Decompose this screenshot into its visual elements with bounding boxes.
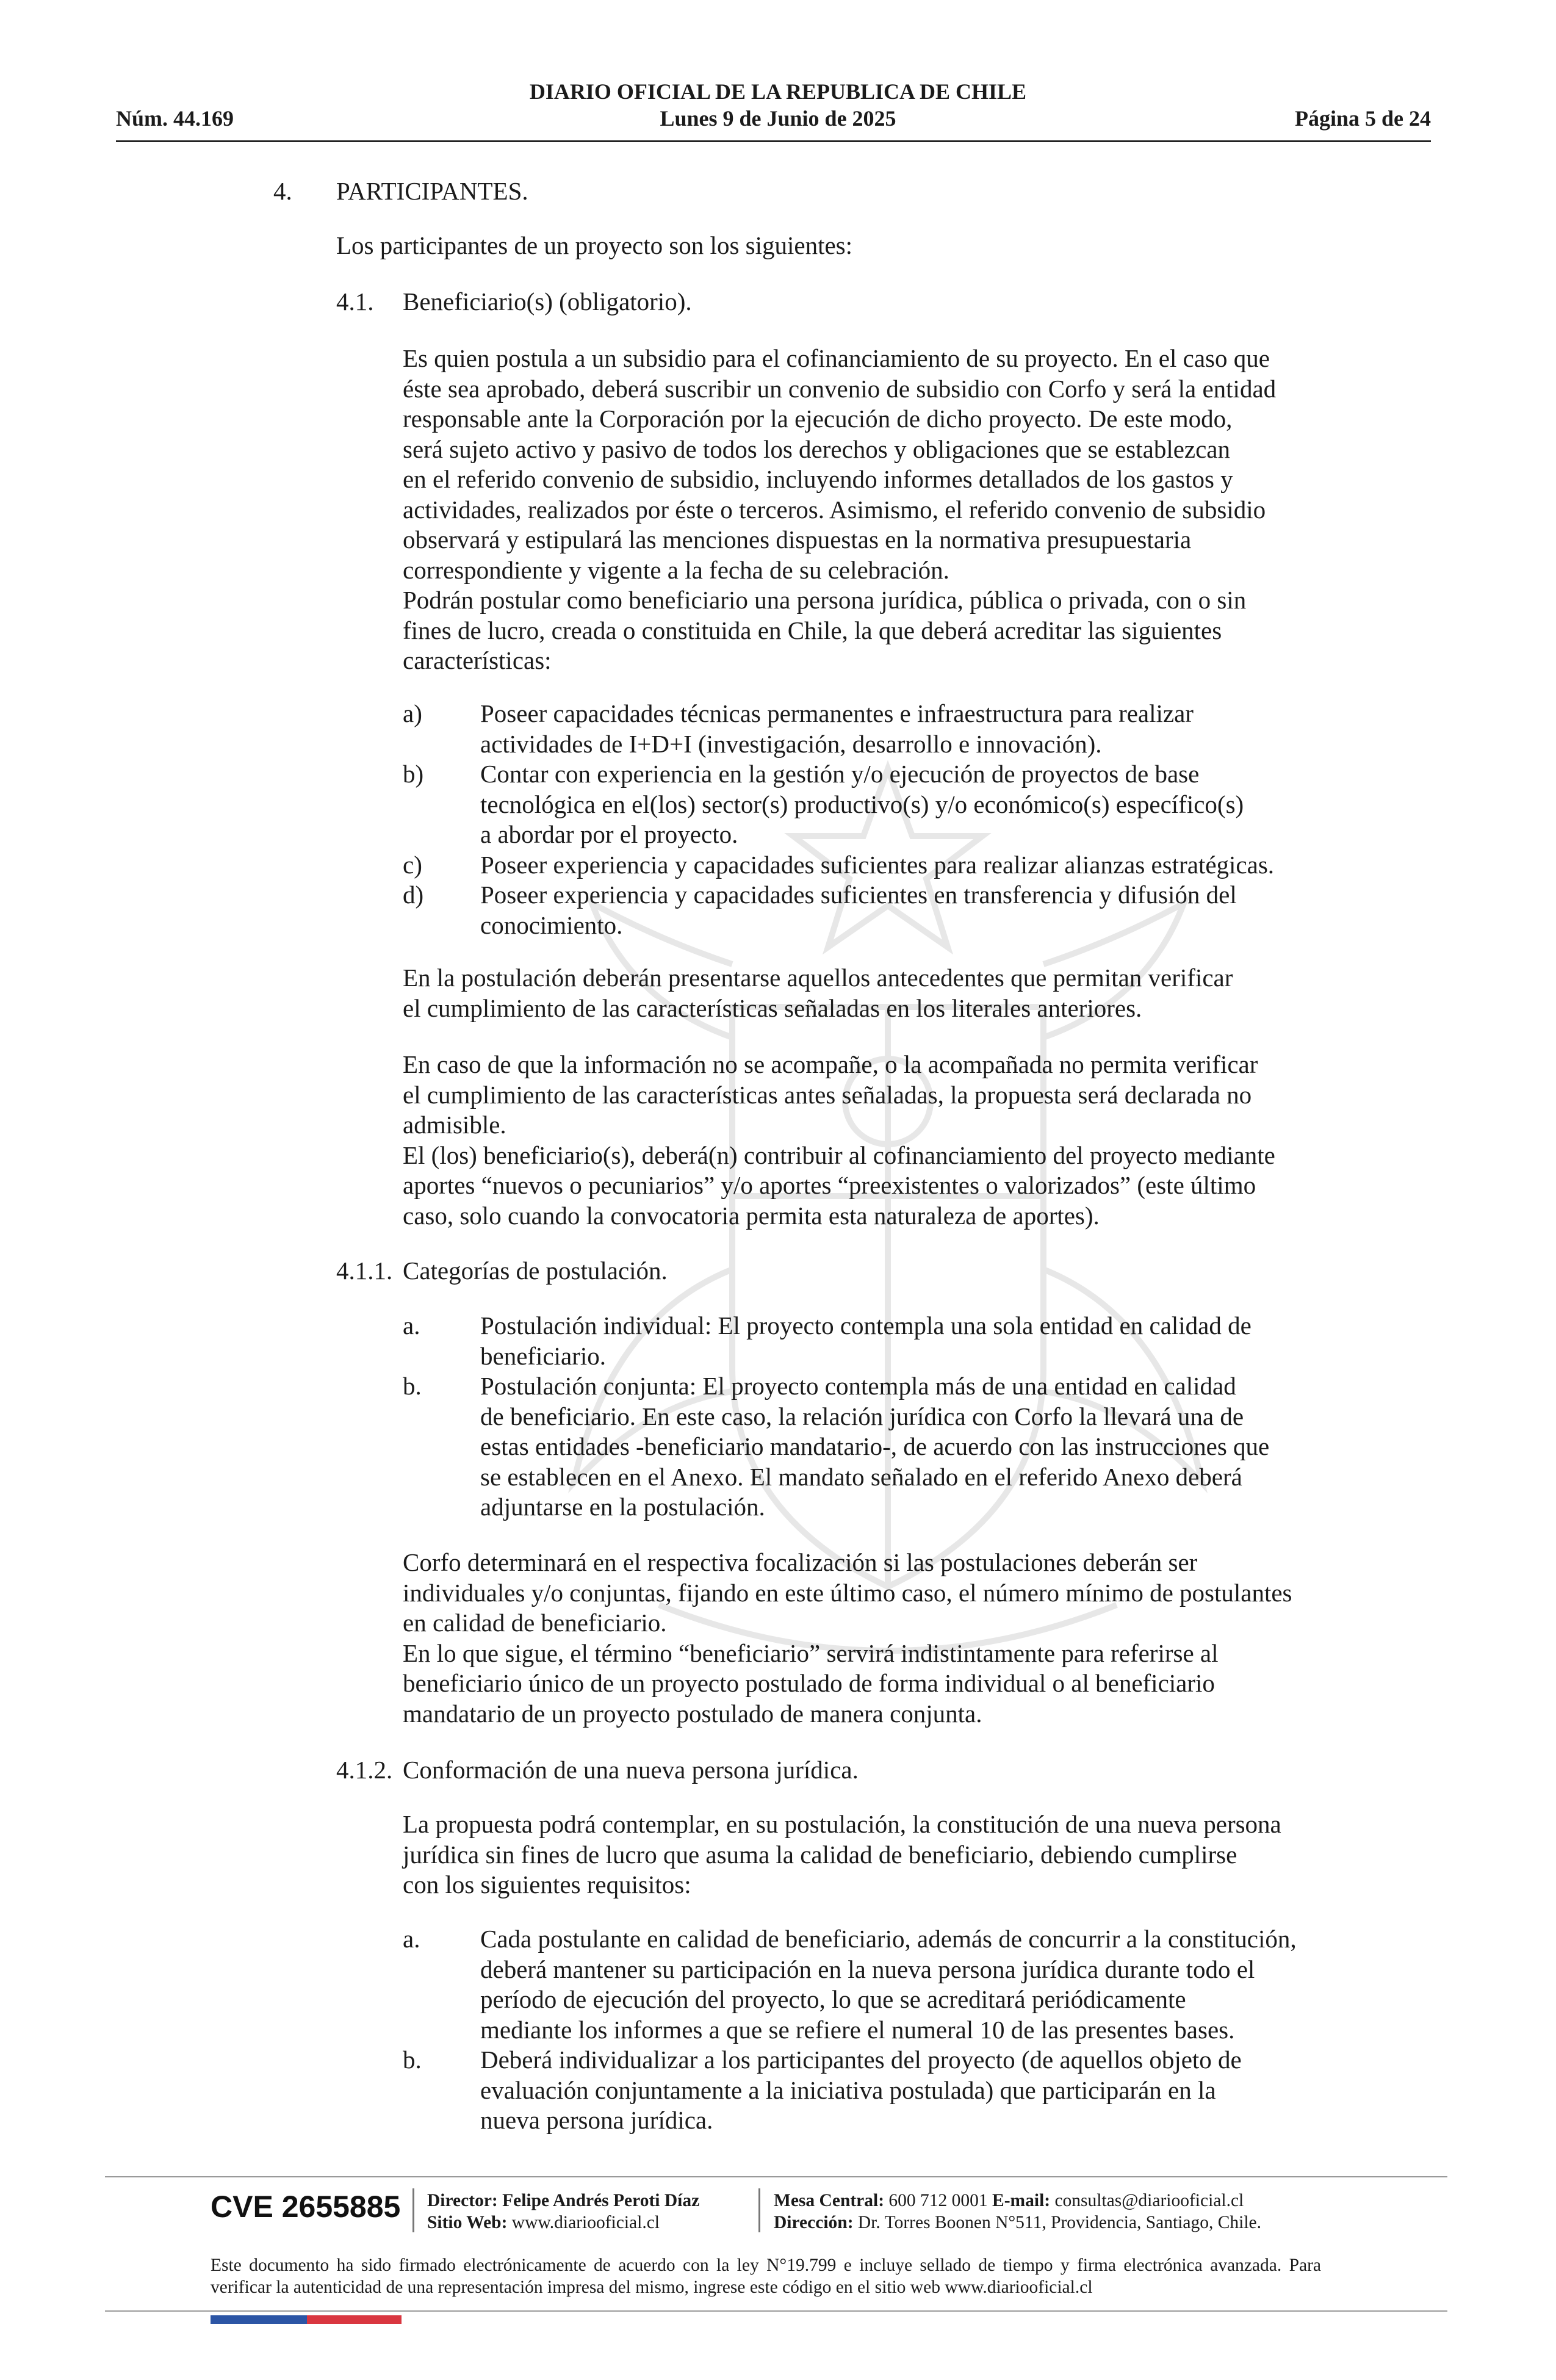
list-item: b. Postulación conjunta: El proyecto contempla más de una entidad en calidad de beneficiario. En este caso, la relación jurídica con Corfo la llevará una de estas entidades -beneficiario mandatario-, de acuerdo con las instrucciones que se establecen en el Anexo. El mandato señalado en el referido Anexo deberá adjuntarse en la postulación.: [403, 1372, 1270, 1521]
categories-list: [403, 1311, 1342, 1523]
list-item: d) Poseer experiencia y capacidades suficientes en transferencia y difusión del conocimiento.: [403, 881, 1237, 939]
beneficiario-definition: Es quien postula a un subsidio para el cofinanciamiento de su proyecto. En el caso que éste sea aprobado, deberá suscribir un convenio de subsidio con Corfo y será la entidad responsable ante la Corporación por la ejecución de dicho proyecto. De este modo, será sujeto activo y pasivo de todos los derechos y obligaciones que se establezcan en el referido convenio de subsidio, incluyendo informes detallados de los gastos y actividades, realizados por éste o terceros. Asimismo, el referido convenio de subsidio observará y estipulará las menciones dispuestas en la normativa presupuestaria correspondiente y vigente a la fecha de su celebración. Podrán postular como beneficiario una persona jurídica, pública o privada, con o sin fines de lucro, creada o constituida en Chile, la que deberá acreditar las siguientes características:: [403, 344, 1277, 674]
list-item: a. Cada postulante en calidad de beneficiario, además de concurrir a la constitución, deberá mantener su participación en la nueva persona jurídica durante todo el período de ejecución del proyecto, lo que se acreditará periódicamente mediante los informes a que se refiere el numeral 10 de las presentes bases.: [403, 1925, 1297, 2044]
cve-code: CVE 2655885: [211, 2190, 401, 2224]
flag-stripe-blue: [211, 2315, 307, 2324]
section-4-1-2-title: Conformación de una nueva persona jurídica.: [403, 1756, 859, 1784]
flag-stripe-red: [307, 2315, 402, 2324]
section-4-1-number: 4.1.: [336, 287, 374, 316]
antecedentes-paragraph: En la postulación deberán presentarse aquellos antecedentes que permitan verificar el cumplimiento de las características señaladas en los literales anteriores.: [403, 964, 1233, 1022]
address: Dr. Torres Boonen N°511, Providencia, Santiago, Chile.: [857, 2213, 1262, 2232]
section-4-number: 4.: [273, 177, 292, 205]
list-item: a. Postulación individual: El proyecto contempla una sola entidad en calidad de beneficiario.: [403, 1311, 1252, 1370]
phone-number: 600 712 0001: [888, 2191, 988, 2210]
issue-number: Núm. 44.169: [116, 106, 234, 131]
section-4-title: PARTICIPANTES.: [336, 177, 528, 205]
signature-notice: Este documento ha sido firmado electrónicamente de acuerdo con la ley N°19.799 e incluye sellado de tiempo y firma electrónica avanzada. Para verificar la autenticidad de una representación impresa del mismo, ingrese este código en el sitio web www.diariooficial.cl: [211, 2256, 1321, 2297]
email-link[interactable]: consultas@diariooficial.cl: [1054, 2191, 1244, 2210]
section-4-1-title: Beneficiario(s) (obligatorio).: [403, 287, 692, 316]
section-4-intro: Los participantes de un proyecto son los siguientes:: [336, 231, 853, 259]
list-item: b) Contar con experiencia en la gestión y/o ejecución de proyectos de base tecnológica en el(los) sector(s) productivo(s) y/o económico(s) específico(s) a abordar por el proyecto.: [403, 760, 1244, 848]
nueva-persona-paragraph: La propuesta podrá contemplar, en su postulación, la constitución de una nueva persona jurídica sin fines de lucro que asuma la calidad de beneficiario, debiendo cumplirse con los siguientes requisitos:: [403, 1810, 1281, 1899]
issue-date: Lunes 9 de Junio de 2025: [660, 106, 896, 131]
website-link[interactable]: www.diariooficial.cl: [511, 2213, 660, 2232]
newspaper-title: DIARIO OFICIAL DE LA REPUBLICA DE CHILE: [529, 79, 1027, 104]
footer-divider-top: [105, 2176, 1447, 2177]
section-4-1-2-number: 4.1.2.: [336, 1756, 393, 1784]
list-item: a) Poseer capacidades técnicas permanentes e infraestructura para realizar actividades de I+D+I (investigación, desarrollo e innovación).: [403, 699, 1194, 758]
requisitos-list: [403, 1924, 1342, 2136]
page-number: Página 5 de 24: [1294, 106, 1431, 131]
focalizacion-paragraph: Corfo determinará en el respectiva focalización si las postulaciones deberán ser individuales y/o conjuntas, fijando en este último caso, el número mínimo de postulantes en calidad de beneficiario. En lo que sigue, el término “beneficiario” servirá indistintamente para referirse al beneficiario único de un proyecto postulado de forma individual o al beneficiario mandatario de un proyecto postulado de manera conjunta.: [403, 1548, 1292, 1728]
footer-contact-block: Mesa Central: 600 712 0001 E-mail: consultas@diariooficial.cl Dirección: Dr. Torres Boonen N°511, Providencia, Santiago, Chile.: [774, 2191, 1262, 2232]
footer-director-block: Director: Felipe Andrés Peroti Díaz Sitio Web: www.diariooficial.cl: [427, 2191, 700, 2232]
header-divider: [116, 140, 1431, 142]
admisibilidad-paragraph: En caso de que la información no se acompañe, o la acompañada no permita verificar el cumplimiento de las características antes señaladas, la propuesta será declarada no admisible. El (los) beneficiario(s), deberá(n) contribuir al cofinanciamiento del proyecto mediante aportes “nuevos o pecuniarios” y/o aportes “preexistentes o valorizados” (este último caso, solo cuando la convocatoria permita esta naturaleza de aportes).: [403, 1050, 1275, 1230]
footer-separator: [758, 2188, 760, 2232]
requirements-list: [403, 699, 1342, 940]
section-4-1-1-title: Categorías de postulación.: [403, 1257, 668, 1285]
list-item: b. Deberá individualizar a los participantes del proyecto (de aquellos objeto de evaluación conjuntamente a la iniciativa postulada) que participarán en la nueva persona jurídica.: [403, 2046, 1242, 2134]
footer-divider-bottom: [105, 2310, 1447, 2312]
section-4-1-1-number: 4.1.1.: [336, 1257, 393, 1285]
director-name: Felipe Andrés Peroti Díaz: [502, 2191, 700, 2210]
footer-separator: [412, 2188, 414, 2232]
list-item: c) Poseer experiencia y capacidades suficientes para realizar alianzas estratégicas.: [403, 850, 1275, 879]
